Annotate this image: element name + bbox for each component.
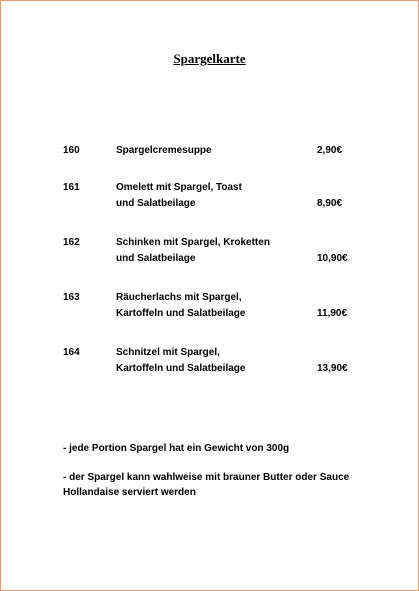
item-description-line1: Schnitzel mit Spargel, xyxy=(116,347,220,358)
item-number: 163 xyxy=(63,292,80,303)
item-description-line2: Kartoffeln und Salatbeilage xyxy=(116,308,246,319)
item-description xyxy=(116,235,316,267)
item-price: 2,90€ xyxy=(317,145,343,156)
item-description-line1: Spargelcremesuppe xyxy=(116,145,212,156)
item-price: 13,90€ xyxy=(317,363,348,374)
item-description-line2: und Salatbeilage xyxy=(116,253,196,264)
item-description xyxy=(116,345,316,377)
item-description xyxy=(116,290,316,322)
item-price: 11,90€ xyxy=(317,308,348,319)
item-description xyxy=(116,180,316,212)
item-number: 164 xyxy=(63,347,80,358)
item-price: 10,90€ xyxy=(317,253,348,264)
item-description-line1: Schinken mit Spargel, Kroketten xyxy=(116,237,270,248)
item-description-line1: Omelett mit Spargel, Toast xyxy=(116,182,242,193)
item-description-line2: Kartoffeln und Salatbeilage xyxy=(116,363,246,374)
item-description-line1: Räucherlachs mit Spargel, xyxy=(116,292,242,303)
item-number: 162 xyxy=(63,237,80,248)
item-description-line2: und Salatbeilage xyxy=(116,198,196,209)
item-number: 161 xyxy=(63,182,80,193)
item-price: 8,90€ xyxy=(317,198,343,209)
note-portion-weight: - jede Portion Spargel hat ein Gewicht von 300g xyxy=(63,443,290,454)
page-title: Spargelkarte xyxy=(173,51,246,66)
item-number: 160 xyxy=(63,145,80,156)
item-description xyxy=(116,143,316,159)
note-serving-options: - der Spargel kann wahlweise mit brauner Butter oder Sauce Hollandaise serviert werden xyxy=(63,472,350,498)
